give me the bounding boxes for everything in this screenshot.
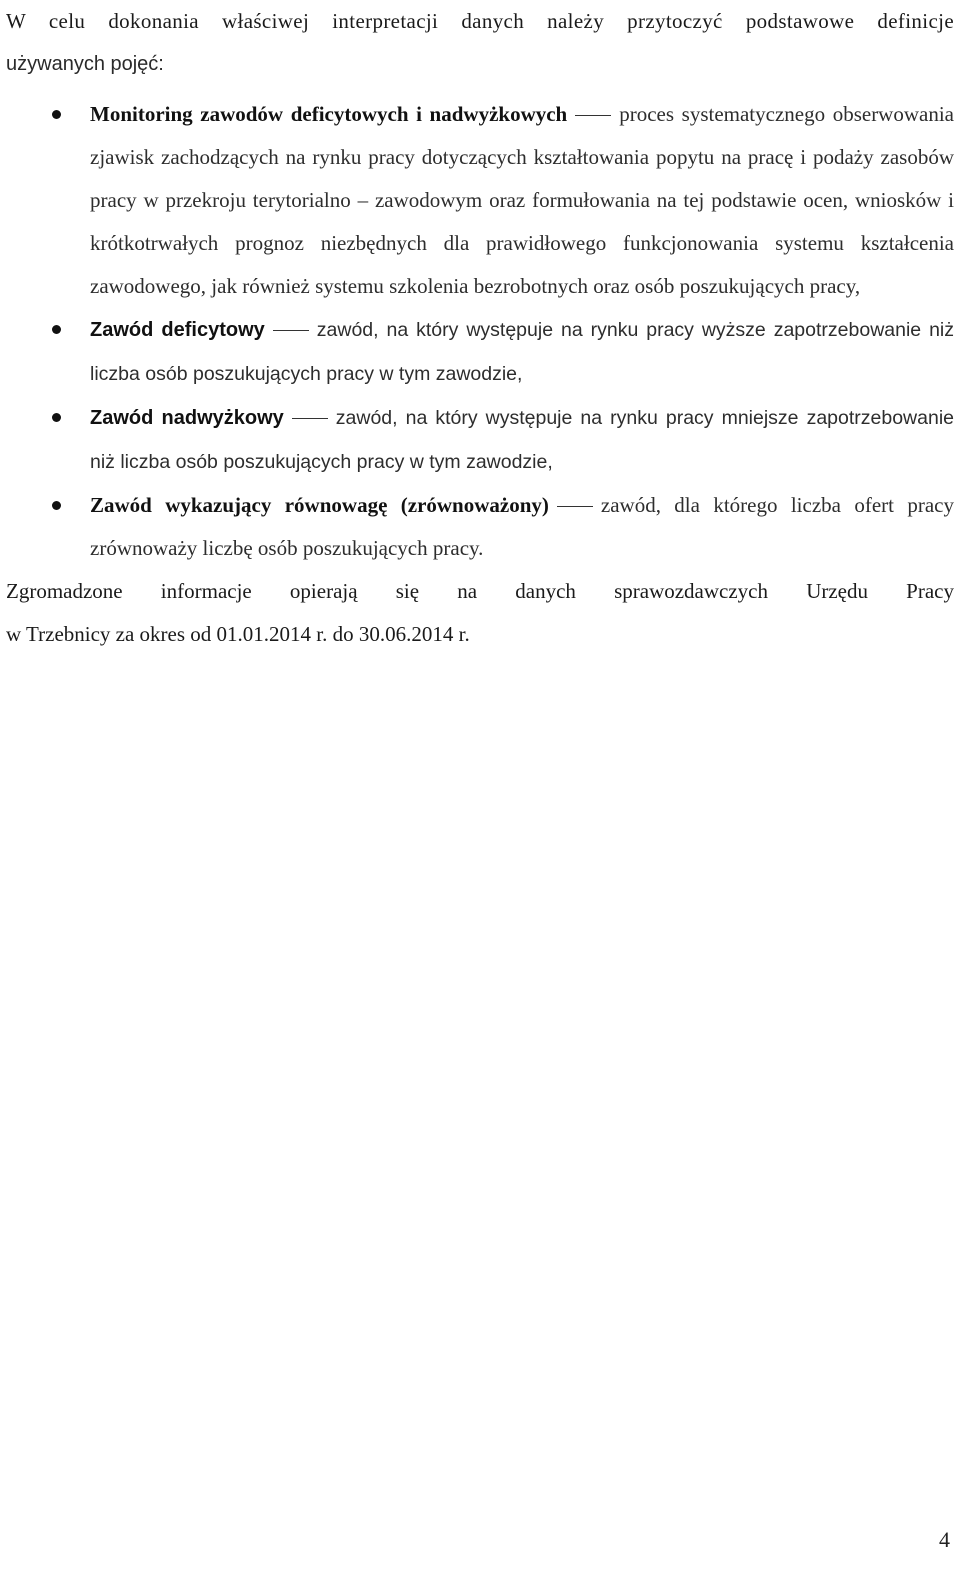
document-page: [6, 0, 954, 677]
definition-term: Zawód nadwyżkowy: [90, 407, 284, 429]
definition-description: proces systematycznego obserwowania zjawisk zachodzących na rynku pracy dotyczących kształtowania popytu na pracę i podaży zasobów pracy w przekroju terytorialno – zawodowym oraz formułowania na tej podstawie ocen, wniosków i krótkotrwałych prognoz niezbędnych dla prawidłowego funkcjonowania systemu kształcenia zawodowego, jak również systemu szkolenia bezrobotnych oraz osób poszukujących pracy,: [90, 102, 954, 298]
definition-description: zawód, na który występuje na rynku pracy wyższe zapotrzebowanie niż liczba osób poszukujących pracy w tym zawodzie,: [90, 319, 955, 385]
dash-separator: [273, 330, 309, 331]
intro-line-2: używanych pojęć:: [6, 53, 164, 75]
definition-description: zawód, dla którego liczba ofert pracy zrównoważy liczbę osób poszukujących pracy.: [90, 493, 954, 560]
definition-term: Zawód deficytowy: [90, 319, 265, 341]
definition-term: Monitoring zawodów deficytowych i nadwyżkowych: [90, 102, 568, 126]
dash-separator: [557, 506, 593, 507]
bullet-icon: [52, 325, 61, 334]
closing-paragraph: [6, 570, 954, 656]
intro-line-1: W celu dokonania właściwej interpretacji danych należy przytoczyć podstawowe definicje: [6, 9, 954, 33]
dash-separator: [575, 115, 611, 116]
intro-paragraph: [6, 0, 954, 86]
closing-line-2: w Trzebnicy za okres od 01.01.2014 r. do 30.06.2014 r.: [6, 622, 470, 646]
definition-description: zawód, na który występuje na rynku pracy mniejsze zapotrzebowanie niż liczba osób poszukujących pracy w tym zawodzie,: [90, 407, 954, 473]
definitions-list: [6, 93, 954, 570]
page-number: 4: [939, 1527, 950, 1552]
bullet-icon: [52, 110, 61, 119]
closing-line-1: Zgromadzone informacje opierają się na danych sprawozdawczych Urzędu Pracy: [6, 579, 954, 603]
definition-item-deficytowy: [6, 308, 954, 396]
bullet-icon: [52, 501, 61, 510]
definition-item-nadwyzkowy: [6, 396, 954, 484]
definition-item-zrownowazony: [6, 484, 954, 570]
definition-item-monitoring: [6, 93, 954, 308]
bullet-icon: [52, 413, 61, 422]
definition-term: Zawód wykazujący równowagę (zrównoważony): [90, 493, 549, 517]
dash-separator: [292, 418, 328, 419]
